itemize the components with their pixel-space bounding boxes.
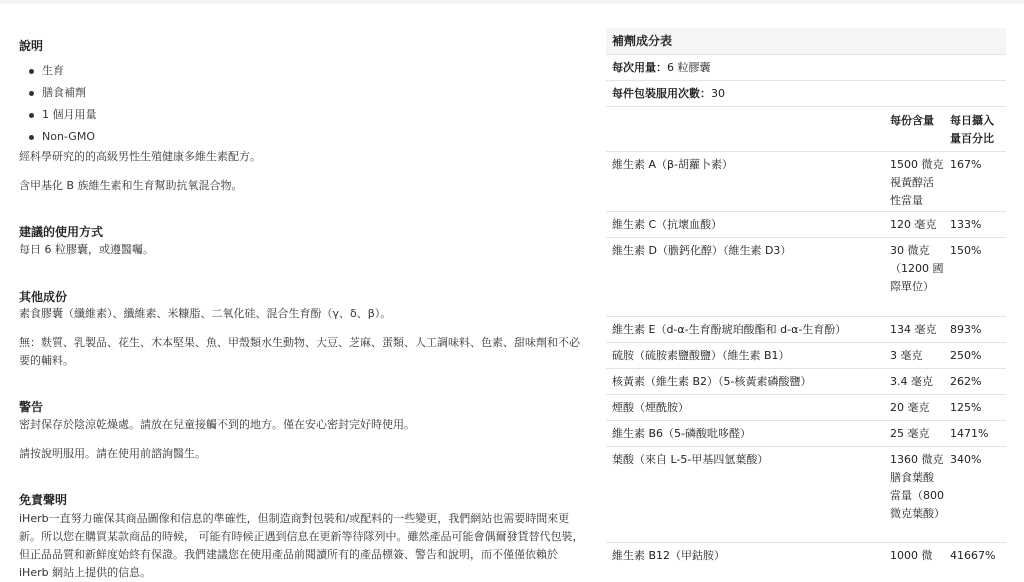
usage-title: 建議的使用方式 [19,225,104,239]
nutrient-amount: 1000 微 [890,549,933,562]
nutrient-name: 維生素 C（抗壞血酸） [612,218,723,231]
table-row [606,317,1006,343]
servings-value: 30 [711,87,725,100]
nutrient-name: 核黃素（維生素 B2）（5-核黃素磷酸鹽） [612,375,812,388]
nutrient-amount: 3 毫克 [890,349,923,362]
nutrient-name: 維生素 B6（5-磷酸吡哆醛） [612,427,752,440]
nutrient-dv: 41667% [950,549,996,562]
nutrient-amount: 134 毫克 [890,323,937,336]
table-row [606,447,1006,543]
table-row [606,238,1006,317]
warning-text: 密封保存於陰涼乾燥處。請放在兒童接觸不到的地方。僅在安心密封完好時使用。 [19,418,415,431]
list-item: 1 個月用量 [19,104,97,126]
nutrient-amount: 120 毫克 [890,218,937,231]
description-text: 含甲基化 B 族維生素和生育幫助抗氧混合物。 [19,179,243,192]
nutrient-dv: 150% [950,244,982,257]
nutrient-dv: 1471% [950,427,989,440]
nutrient-dv: 262% [950,375,982,388]
nutrient-name: 硫胺（硫胺素鹽酸鹽）（維生素 B1） [612,349,790,362]
supplement-facts-title: 補劑成分表 [606,28,1006,55]
table-row [606,543,1006,569]
disclaimer-text: iHerb一直努力確保其商品圖像和信息的準確性，但制造商對包裝和/或配料的一些變更，我們網站也需要時間來更新。所以您在購買某款商品的時候， 可能有時候正遇到信息在更新等待隊列中。雖然產品可能會偶爾發貨替代包裝，但正品品質和新鮮度始終有保證。我們建議您在使用產品前閱讀所有的產品標簽、警告和說明，而不僅僅依賴於 iHerb 網站上提供的信息。 [19,512,584,579]
nutrient-name: 維生素 A（β-胡蘿卜素） [612,158,734,171]
description-text: 經科學研究的的高級男性生殖健康多維生素配方。 [19,150,261,163]
list-item: Non-GMO [19,126,97,148]
description-bullets [19,60,97,148]
nutrient-dv: 340% [950,453,982,466]
table-row [606,212,1006,238]
nutrient-name: 葉酸（來自 L-5-甲基四氫葉酸） [612,453,769,466]
nutrient-dv: 893% [950,323,982,336]
servings-label: 每件包裝服用次數： [612,87,711,100]
nutrient-name: 維生素 B12（甲鈷胺） [612,549,726,562]
table-row [606,369,1006,395]
nutrient-dv: 125% [950,401,982,414]
serving-size-label: 每次用量： [612,61,667,74]
nutrient-name: 維生素 E（d-α-生育酚琥珀酸酯和 d-α-生育酚） [612,323,847,336]
nutrient-amount: 25 毫克 [890,427,930,440]
nutrient-dv: 167% [950,158,982,171]
nutrient-name: 維生素 D（膽鈣化醇）（維生素 D3） [612,244,792,257]
table-row [606,421,1006,447]
amount-column-header: 每份含量 [890,114,934,127]
nutrient-amount: 1360 微克膳食葉酸當量（800 微克葉酸） [890,453,945,520]
other-ingredients-title: 其他成份 [19,290,68,304]
allergen-text: 無：麩質、乳製品、花生、木本堅果、魚、甲殼類水生動物、大豆、芝麻、蛋類、人工調味料、色素、甜味劑和不必要的輔料。 [19,336,580,367]
usage-text: 每日 6 粒膠囊，或遵醫囑。 [19,243,154,256]
daily-value-column-header: 每日攝入量百分比 [950,114,994,145]
table-header-row [606,107,1006,152]
warning-text: 請按說明服用。請在使用前諮詢醫生。 [19,447,206,460]
servings-per-container-row [606,81,1006,107]
nutrient-amount: 30 微克（1200 國際單位） [890,244,944,293]
table-row [606,343,1006,369]
other-ingredients-text: 素食膠囊（纖維素）、纖維素、米糠脂、二氧化硅、混合生育酚（γ、δ、β）。 [19,307,392,320]
nutrient-name: 煙酸（煙酰胺） [612,401,689,414]
table-row [606,395,1006,421]
warning-title: 警告 [19,400,44,414]
description-title: 說明 [19,39,44,53]
serving-size-value: 6 粒膠囊 [667,61,711,74]
serving-size-row [606,55,1006,81]
disclaimer-title: 免責聲明 [19,493,68,507]
nutrient-amount: 3.4 毫克 [890,375,933,388]
list-item: 膳食補劑 [19,82,97,104]
table-row [606,152,1006,212]
supplement-facts-table [606,28,1006,569]
nutrient-amount: 1500 微克視黃醇活性當量 [890,158,944,207]
top-divider [0,0,1024,4]
nutrient-dv: 250% [950,349,982,362]
nutrient-amount: 20 毫克 [890,401,930,414]
list-item: 生育 [19,60,97,82]
nutrient-dv: 133% [950,218,982,231]
